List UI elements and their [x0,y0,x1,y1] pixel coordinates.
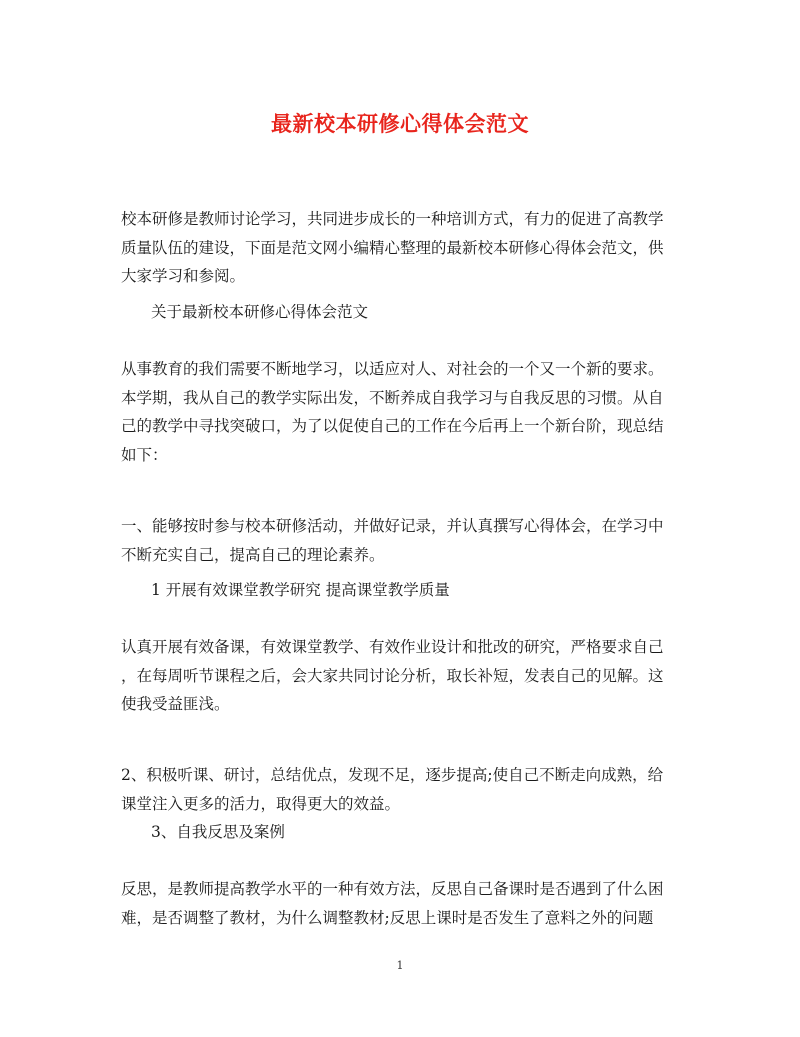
subheading: 3、自我反思及案例 [151,823,285,841]
intro-paragraph: 校本研修是教师讨论学习，共同进步成长的一种培训方式，有力的促进了高教学 质量队伍的建设，下面是范文网小编精心整理的最新校本研修心得体会范文，供 大家学习和参阅。 [121,210,664,285]
body-paragraph: 一、能够按时参与校本研修活动，并做好记录，并认真撰写心得体会，在学习中 不断充实自己，提高自己的理论素养。 [121,517,664,564]
body-paragraph: 认真开展有效备课，有效课堂教学、有效作业设计和批改的研究，严格要求自己 ，在每周听节课程之后，会大家共同讨论分析，取长补短，发表自己的见解。这 使我受益匪浅。 [121,638,664,713]
body-paragraph: 2、积极听课、研讨，总结优点，发现不足，逐步提高;使自己不断走向成熟，给 课堂注入更多的活力，取得更大的效益。 [121,766,664,813]
document-title: 最新校本研修心得体会范文 [271,112,529,136]
body-paragraph: 从事教育的我们需要不断地学习，以适应对人、对社会的一个又一个新的要求。 本学期，我从自己的教学实际出发，不断养成自我学习与自我反思的习惯。从自 己的教学中寻找突破口，为了以促使自己的工作在今后再上一个新台阶，现总结 如下： [121,360,664,464]
page-number: 1 [396,959,404,972]
body-paragraph: 反思，是教师提高教学水平的一种有效方法，反思自己备课时是否遇到了什么困 难，是否调整了教材，为什么调整教材;反思上课时是否发生了意料之外的问题 [121,880,664,927]
section-heading: 关于最新校本研修心得体会范文 [151,303,369,321]
subheading: 1 开展有效课堂教学研究 提高课堂教学质量 [151,581,450,599]
